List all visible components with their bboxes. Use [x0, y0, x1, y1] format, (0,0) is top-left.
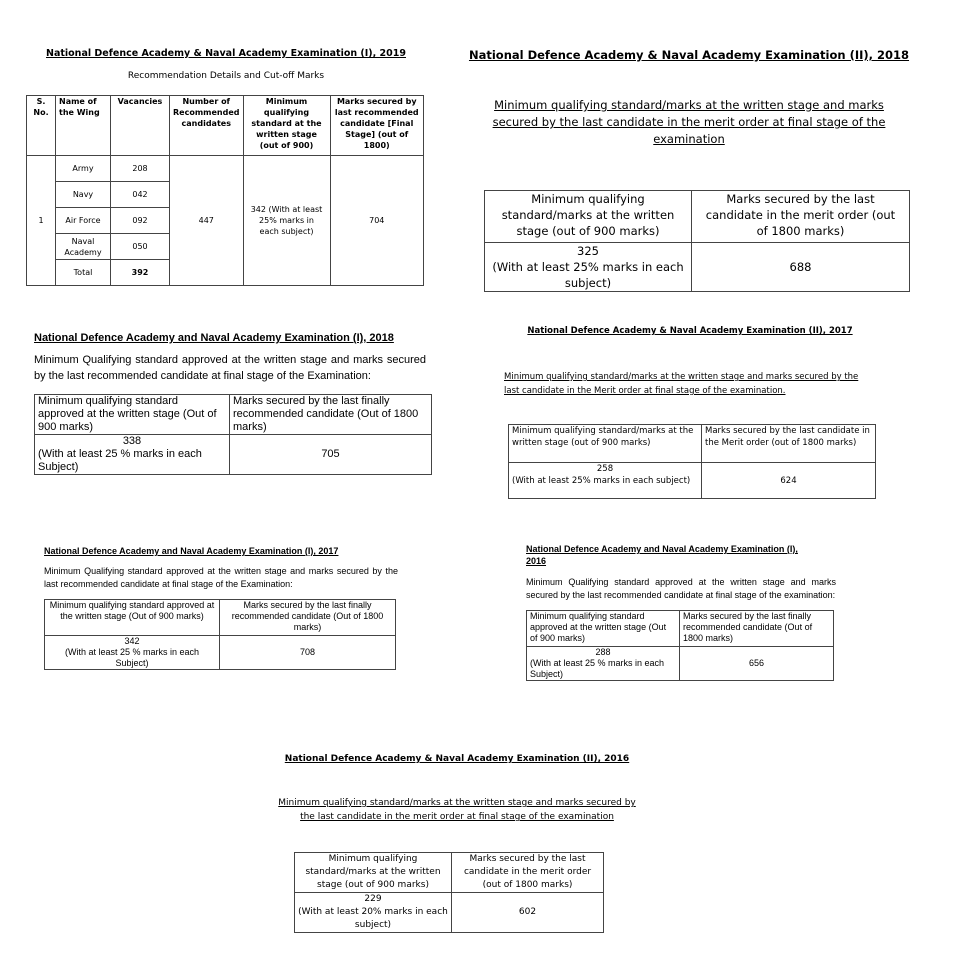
- cell-min-std: [485, 243, 692, 292]
- cell-last-marks: 624: [702, 463, 876, 499]
- cell-min-std: [509, 463, 702, 499]
- min-std-note: (With at least 20% marks in each subject): [298, 907, 448, 930]
- cell-wing: Navy: [56, 182, 111, 208]
- cell-wing-total: Total: [56, 260, 111, 286]
- section-2018-ii: [464, 48, 914, 292]
- cutoff-table: [26, 95, 424, 286]
- cell-vacancies: 042: [111, 182, 170, 208]
- cell-min-std: [35, 435, 230, 475]
- cell-wing: Air Force: [56, 208, 111, 234]
- section-2016-i: [526, 543, 836, 681]
- cell-vacancies: 208: [111, 156, 170, 182]
- cell-last-marks: 656: [680, 647, 834, 681]
- min-std-note: (With at least 25% marks in each subject): [512, 476, 691, 486]
- section-2017-i: [44, 546, 398, 670]
- section-title: National Defence Academy and Naval Academy Examination (I), 2016: [526, 544, 798, 566]
- cell-vacancies: 050: [111, 234, 170, 260]
- cell-last-marks: 688: [692, 243, 910, 292]
- header-sno: S. No.: [27, 96, 56, 156]
- cell-wing: Naval Academy: [56, 234, 111, 260]
- header-min-std: Minimum qualifying standard/marks at the written stage (out of 900 marks): [295, 853, 452, 893]
- section-2019-i: [26, 48, 426, 286]
- header-min-std: Minimum qualifying standard approved at the written stage (Out of 900 marks): [527, 611, 680, 647]
- min-std-value: 229: [364, 894, 382, 904]
- header-last-marks: Marks secured by the last finally recommended candidate (Out of 1800 marks): [680, 611, 834, 647]
- header-last-marks: Marks secured by last recommended candidate [Final Stage] (out of 1800): [330, 96, 424, 156]
- header-min-std: Minimum qualifying standard at the written stage (out of 900): [243, 96, 330, 156]
- min-std-value: 338: [122, 435, 142, 447]
- cutoff-table: [484, 190, 910, 292]
- cutoff-table: [294, 852, 604, 933]
- header-min-std: Minimum qualifying standard/marks at the written stage (out of 900 marks): [485, 191, 692, 243]
- section-title: National Defence Academy & Naval Academy Examination (II), 2016: [284, 754, 630, 764]
- min-std-note: (With at least 25% marks in each subject): [492, 260, 684, 290]
- cutoff-table: [526, 610, 834, 681]
- cell-recommended: 447: [170, 156, 244, 286]
- cell-sno: 1: [27, 156, 56, 286]
- cell-last-marks: 704: [330, 156, 424, 286]
- header-min-std: Minimum qualifying standard approved at the written stage (Out of 900 marks): [45, 600, 220, 636]
- header-last-marks: Marks secured by the last finally recommended candidate (Out of 1800 marks): [230, 395, 432, 435]
- cell-min-std: [45, 636, 220, 670]
- section-description: Minimum Qualifying standard approved at the written stage and marks secured by the last recommended candidate at final stage of the examination:: [526, 577, 836, 600]
- section-title: National Defence Academy & Naval Academy Examination (II), 2017: [527, 326, 853, 336]
- min-std-note: (With at least 25 % marks in each Subject): [38, 448, 202, 473]
- cutoff-table: [508, 424, 876, 499]
- cell-last-marks: 602: [452, 893, 604, 933]
- section-description: Minimum qualifying standard/marks at the written stage and marks secured by the last candidate in the merit order at final stage of the examination: [278, 798, 636, 822]
- section-title: National Defence Academy & Naval Academy Examination (II), 2018: [468, 48, 910, 62]
- section-description: Minimum Qualifying standard approved at the written stage and marks secured by the last recommended candidate at final stage of the Examination:: [44, 566, 398, 589]
- min-std-value: 342: [124, 636, 140, 646]
- min-std-value: 288: [595, 647, 611, 657]
- header-last-marks: Marks secured by the last finally recommended candidate (Out of 1800 marks): [220, 600, 396, 636]
- section-description: Minimum Qualifying standard approved at the written stage and marks secured by the last recommended candidate at final stage of the Examination:: [34, 354, 426, 382]
- section-description: Minimum qualifying standard/marks at the written stage and marks secured by the last candidate in the Merit order at final stage of the examination.: [504, 372, 859, 396]
- cell-min-std: [295, 893, 452, 933]
- cell-wing: Army: [56, 156, 111, 182]
- header-last-marks: Marks secured by the last candidate in the merit order (out of 1800 marks): [692, 191, 910, 243]
- cell-last-marks: 708: [220, 636, 396, 670]
- header-last-marks: Marks secured by the last candidate in the Merit order (out of 1800 marks): [702, 425, 876, 463]
- min-std-note: (With at least 25 % marks in each Subject): [530, 658, 665, 679]
- section-2018-i: [34, 332, 434, 475]
- section-subtitle: Recommendation Details and Cut-off Marks: [127, 71, 325, 81]
- section-description: Minimum qualifying standard/marks at the written stage and marks secured by the last candidate in the merit order at final stage of the examination: [492, 98, 886, 146]
- min-std-note: (With at least 25 % marks in each Subject): [64, 647, 200, 668]
- cell-last-marks: 705: [230, 435, 432, 475]
- header-last-marks: Marks secured by the last candidate in the merit order (out of 1800 marks): [452, 853, 604, 893]
- header-wing: Name of the Wing: [56, 96, 111, 156]
- header-min-std: Minimum qualifying standard/marks at the written stage (out of 900 marks): [509, 425, 702, 463]
- cell-vacancies: 092: [111, 208, 170, 234]
- cell-min-std: [527, 647, 680, 681]
- section-title: National Defence Academy & Naval Academy Examination (I), 2019: [46, 48, 406, 59]
- cell-vacancies-total: 392: [111, 260, 170, 286]
- header-min-std: Minimum qualifying standard approved at the written stage (Out of 900 marks): [35, 395, 230, 435]
- cutoff-table: [34, 394, 432, 475]
- header-vacancies: Vacancies: [111, 96, 170, 156]
- cutoff-table: [44, 599, 396, 670]
- section-2016-ii: [272, 754, 642, 933]
- section-title: National Defence Academy and Naval Academy Examination (I), 2018: [34, 332, 394, 344]
- min-std-value: 258: [596, 464, 614, 474]
- min-std-value: 325: [577, 244, 599, 258]
- section-2017-ii: [504, 326, 876, 499]
- header-recommended: Number of Recommended candidates: [170, 96, 244, 156]
- section-title: National Defence Academy and Naval Academy Examination (I), 2017: [44, 546, 339, 556]
- cell-min-std: 342 (With at least 25% marks in each subject): [243, 156, 330, 286]
